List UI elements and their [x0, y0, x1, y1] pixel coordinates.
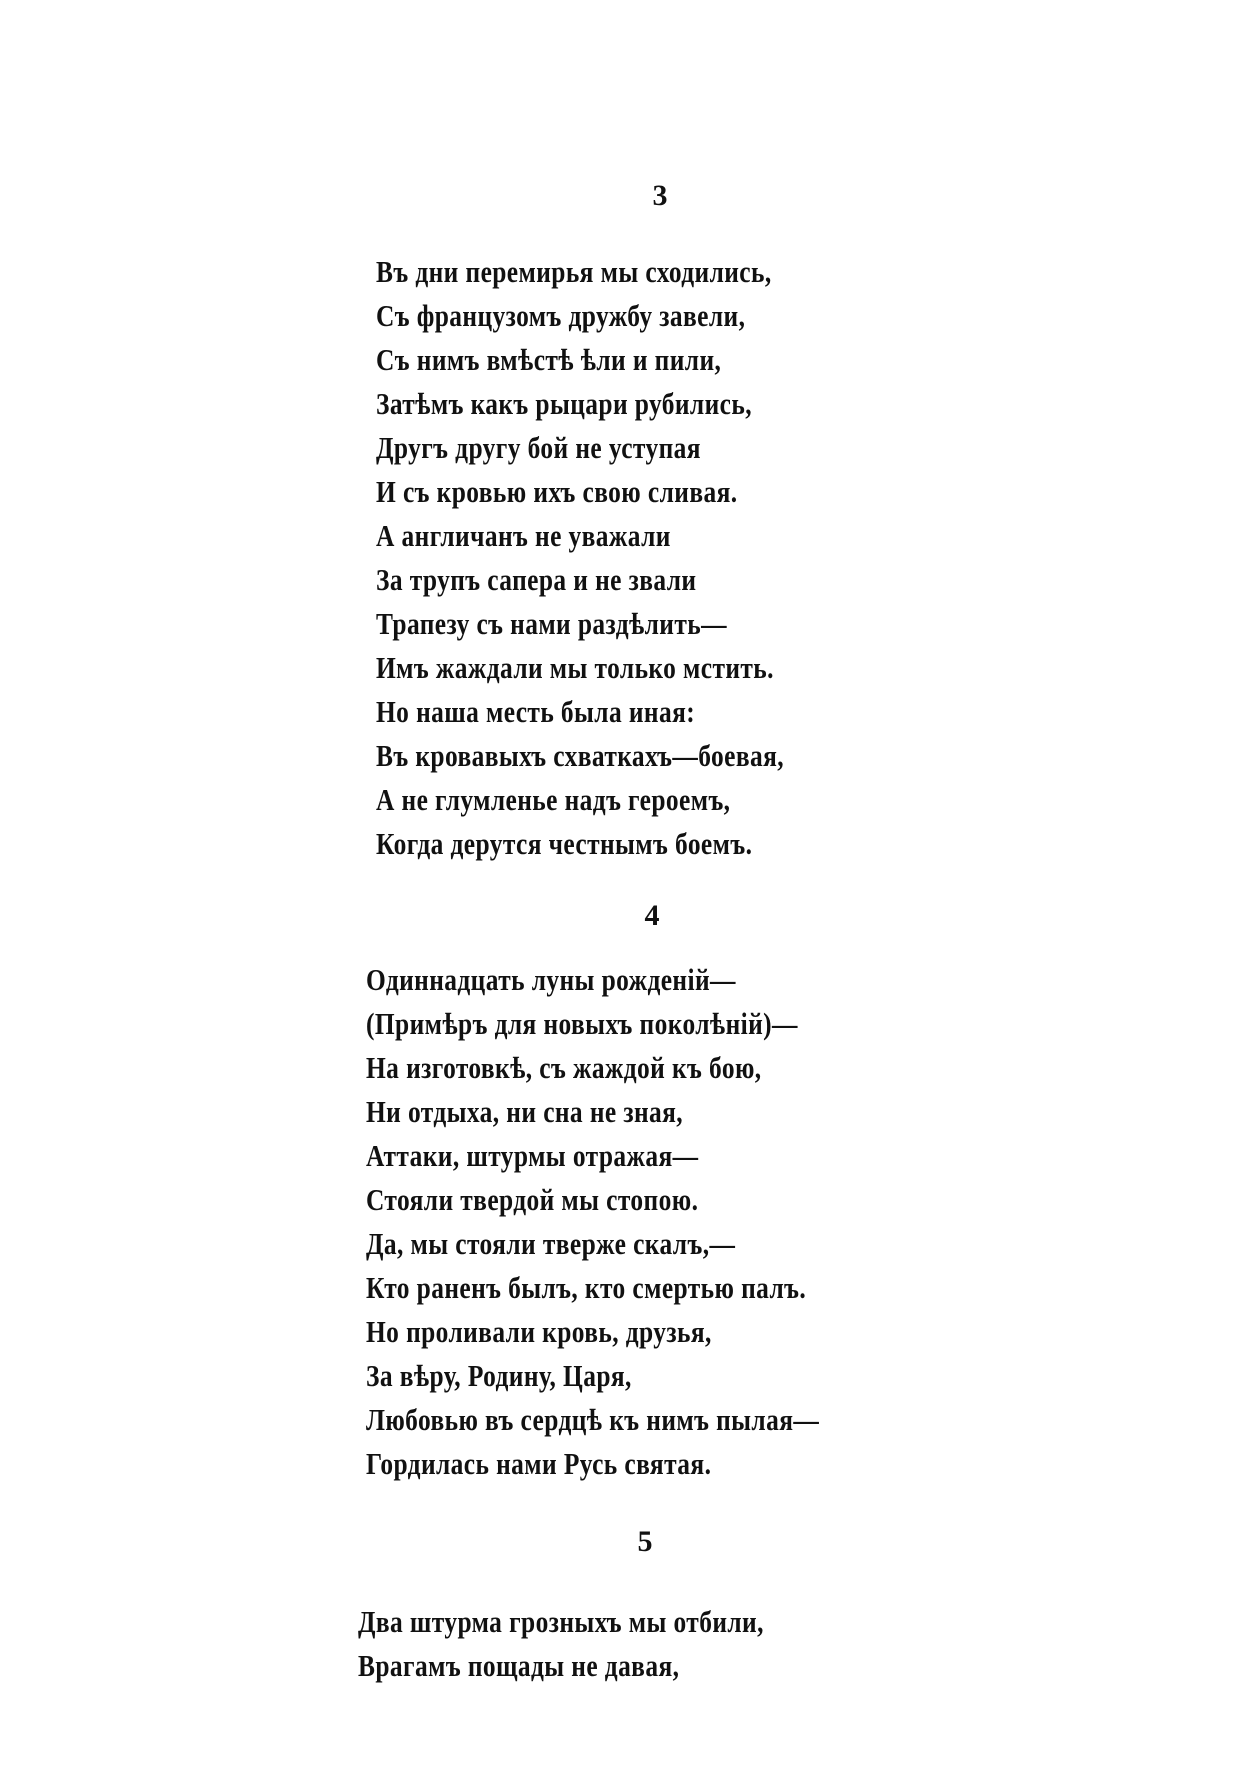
poem-line: Въ дни перемирья мы сходились,: [376, 254, 772, 289]
poem-line: Другъ другу бой не уступая: [376, 430, 701, 465]
poem-line: (Примѣръ для новыхъ поколѣній)—: [366, 1006, 798, 1041]
poem-line: Да, мы стояли тверже скалъ,—: [366, 1226, 736, 1261]
poem-line: Съ французомъ дружбу завели,: [376, 298, 746, 333]
stanza-number: 5: [637, 1525, 653, 1558]
poem-line: Затѣмъ какъ рыцари рубились,: [376, 386, 752, 421]
poem-line: Кто раненъ былъ, кто смертью палъ.: [366, 1270, 807, 1305]
poem-line: Стояли твердой мы стопою.: [366, 1182, 699, 1217]
poem-line: Но проливали кровь, друзья,: [366, 1314, 712, 1349]
poem-line: Любовью въ сердцѣ къ нимъ пылая—: [366, 1402, 820, 1437]
poem-line: Имъ жаждали мы только мстить.: [376, 650, 774, 685]
poem-line: За вѣру, Родину, Царя,: [366, 1358, 632, 1393]
poem-line: На изготовкѣ, съ жаждой къ бою,: [366, 1050, 762, 1085]
poem-line: И съ кровью ихъ свою сливая.: [376, 474, 738, 509]
poem-line: За трупъ сапера и не звали: [376, 562, 697, 597]
poem-line: Съ нимъ вмѣстѣ ѣли и пили,: [376, 342, 722, 377]
stanza-4: [366, 958, 819, 1486]
poem-line: Ни отдыха, ни сна не зная,: [366, 1094, 684, 1129]
stanza-number: 4: [644, 899, 660, 932]
poem-line: Врагамъ пощады не давая,: [358, 1648, 680, 1683]
poem-line: Но наша месть была иная:: [376, 694, 696, 729]
poem-line: Въ кровавыхъ схваткахъ—боевая,: [376, 738, 785, 773]
poem-line: Аттаки, штурмы отражая—: [366, 1138, 699, 1173]
poem-line: Гордилась нами Русь святая.: [366, 1446, 712, 1481]
poem-line: А не глумленье надъ героемъ,: [376, 782, 731, 817]
poem-line: Когда дерутся честнымъ боемъ.: [376, 826, 753, 861]
stanza-3: [376, 250, 784, 866]
poem-line: Трапезу съ нами раздѣлить—: [376, 606, 727, 641]
poem-line: А англичанъ не уважали: [376, 518, 671, 553]
poem-line: Два штурма грозныхъ мы отбили,: [358, 1604, 764, 1639]
stanza-number: 3: [652, 179, 668, 212]
stanza-5: [358, 1600, 764, 1688]
poem-line: Одиннадцать луны рожденій—: [366, 962, 736, 997]
